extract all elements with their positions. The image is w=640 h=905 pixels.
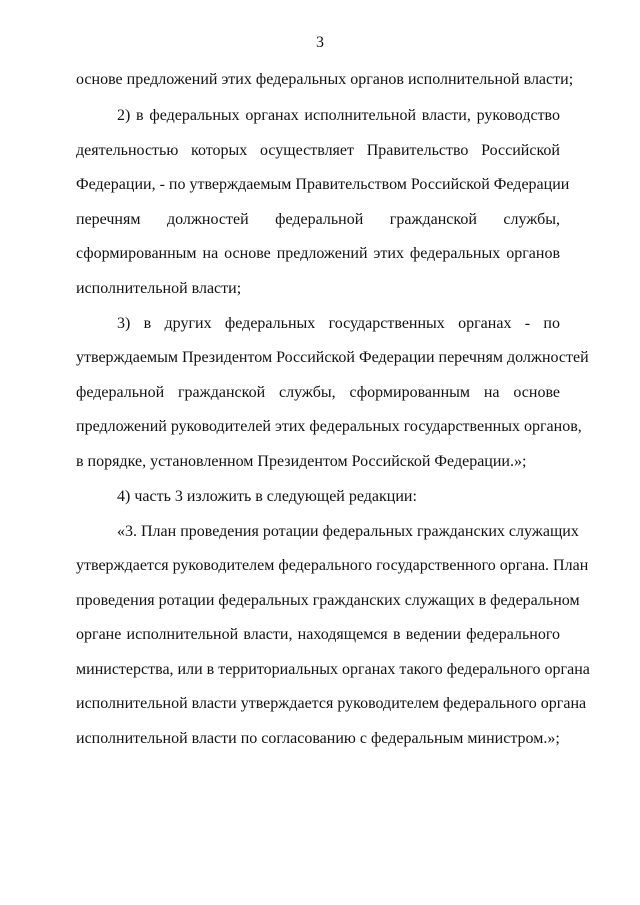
text-line: основе предложений этих федеральных органов исполнительной власти;	[76, 71, 574, 88]
text-line: 4) часть 3 изложить в следующей редакции:	[117, 488, 417, 505]
text-line: сформированным на основе предложений этих федеральных органов	[76, 245, 560, 262]
text-line: перечням должностей федеральной гражданской службы,	[76, 211, 560, 228]
text-line: проведения ротации федеральных гражданских служащих в федеральном	[76, 592, 580, 609]
text-line: министерства, или в территориальных органах такого федерального органа	[76, 661, 590, 678]
text-line: Федерации, - по утверждаемым Правительством Российской Федерации	[76, 176, 570, 193]
text-line: предложений руководителей этих федеральных государственных органов,	[76, 418, 582, 435]
text-line: деятельностью которых осуществляет Правительство Российской	[76, 142, 560, 159]
text-line: исполнительной власти утверждается руководителем федерального органа	[76, 695, 587, 712]
text-line: исполнительной власти;	[76, 280, 242, 297]
text-line: исполнительной власти по согласованию с федеральным министром.»;	[76, 730, 560, 747]
text-line: федеральной гражданской службы, сформированным на основе	[76, 384, 560, 401]
page-number: 3	[316, 34, 324, 51]
text-line: 3) в других федеральных государственных органах - по	[117, 315, 560, 332]
text-line: органе исполнительной власти, находящемся в ведении федерального	[76, 626, 560, 643]
text-line: утверждаемым Президентом Российской Федерации перечням должностей	[76, 349, 589, 366]
text-line: в порядке, установленном Президентом Российской Федерации.»;	[76, 453, 527, 470]
text-line: «3. План проведения ротации федеральных гражданских служащих	[117, 523, 579, 540]
text-line: утверждается руководителем федерального государственного органа. План	[76, 557, 589, 574]
text-line: 2) в федеральных органах исполнительной власти, руководство	[117, 107, 560, 124]
